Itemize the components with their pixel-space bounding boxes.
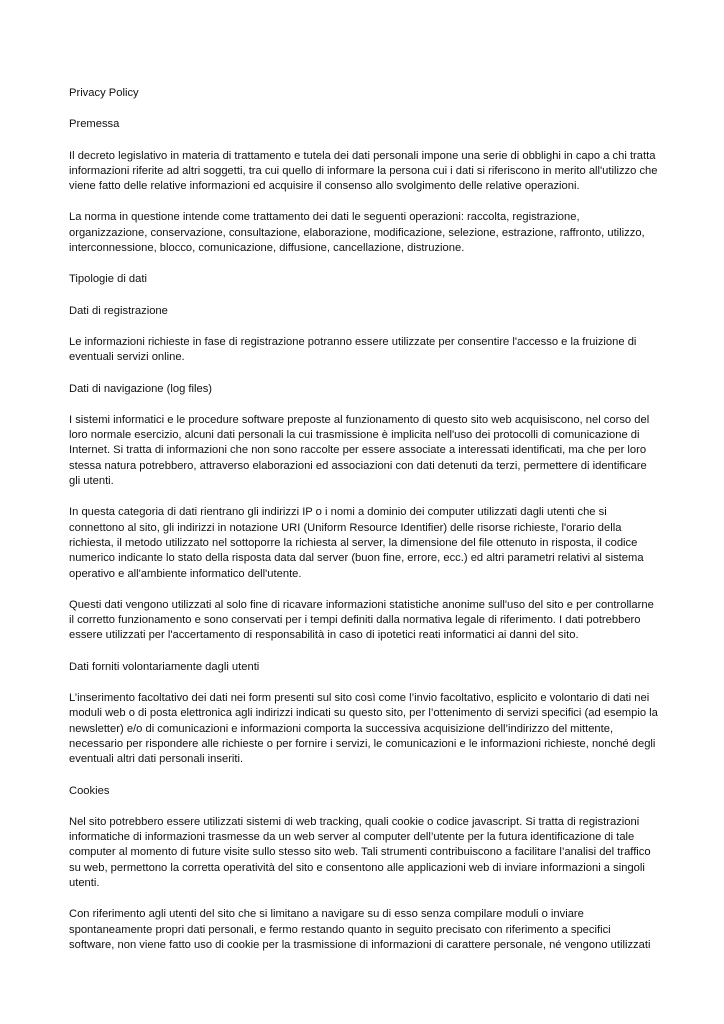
paragraph: Con riferimento agli utenti del sito che si limitano a navigare su di esso senza compilare moduli o inviare spontaneamente propri dati personali, e fermo restando quanto in seguito precisato con riferimento a specifici software, non viene fatto uso di cookie per la trasmissione di informazioni di carattere personale, né vengono utilizzati bbox=[69, 908, 651, 951]
section-heading: Tipologie di dati bbox=[69, 273, 147, 286]
paragraph: L’inserimento facoltativo dei dati nei form presenti sul sito così come l’invio facoltativo, esplicito e volontario di dati nei moduli web o di posta elettronica agli indirizzi indicati su questo sito, per l’ottenimento di servizi specifici (ad esempio la newsletter) e/o di comunicazioni e informazioni comporta la successiva acquisizione dell’indirizzo del mittente, necessario per rispondere alle richieste o per fornire i servizi, le comunicazioni e le informazioni richieste, nonché degli eventuali altri dati personali inseriti. bbox=[69, 692, 658, 766]
section-heading: Premessa bbox=[69, 118, 120, 131]
paragraph: Le informazioni richieste in fase di registrazione potranno essere utilizzate per consentire l'accesso e la fruizione di eventuali servizi online. bbox=[69, 335, 637, 364]
section-heading: Dati di navigazione (log files) bbox=[69, 382, 213, 395]
section-cookies bbox=[69, 784, 659, 954]
section-dati-navigazione bbox=[69, 382, 659, 644]
section-tipologie bbox=[69, 272, 659, 287]
section-dati-registrazione bbox=[69, 304, 659, 366]
document-title: Privacy Policy bbox=[69, 87, 139, 99]
paragraph: La norma in questione intende come trattamento dei dati le seguenti operazioni: raccolta, registrazione, organizzazione, conservazione, consultazione, elaborazione, modificazione, selezione, estrazione, raffronto, utilizzo, interconnessione, blocco, comunicazione, diffusione, cancellazione, distruzione. bbox=[69, 211, 645, 255]
section-dati-forniti bbox=[69, 660, 659, 768]
paragraph: I sistemi informatici e le procedure software preposte al funzionamento di questo sito web acquisiscono, nel corso del loro normale esercizio, alcuni dati personali la cui trasmissione è implicita nell'uso dei protocolli di comunicazione di Internet. Si tratta di informazioni che non sono raccolte per essere associate a interessati identificati, ma che per loro stessa natura potrebbero, attraverso elaborazioni ed associazioni con dati detenuti da terzi, permettere di identificare gli utenti. bbox=[69, 413, 650, 488]
section-premessa bbox=[69, 117, 659, 256]
paragraph: In questa categoria di dati rientrano gli indirizzi IP o i nomi a dominio dei computer utilizzati dagli utenti che si connettono al sito, gli indirizzi in notazione URI (Uniform Resource Identifier) delle risorse richieste, l'orario della richiesta, il metodo utilizzato nel sottoporre la richiesta al server, la dimensione del file ottenuto in risposta, il codice numerico indicante lo stato della risposta data dal server (buon fine, errore, ecc.) ed altri parametri relativi al sistema operativo e all'ambiente informatico dell'utente. bbox=[69, 506, 644, 580]
section-heading: Cookies bbox=[69, 784, 110, 797]
paragraph: Il decreto legislativo in materia di trattamento e tutela dei dati personali impone una serie di obblighi in capo a chi tratta informazioni riferite ad altri soggetti, tra cui quello di informare la persona cui i dati si riferiscono in merito all'utilizzo che viene fatto delle relative informazioni ed acquisire il consenso allo svolgimento delle relative operazioni. bbox=[69, 149, 658, 193]
section-heading: Dati forniti volontariamente dagli utenti bbox=[69, 660, 260, 673]
paragraph: Questi dati vengono utilizzati al solo fine di ricavare informazioni statistiche anonime sull'uso del sito e per controllarne il corretto funzionamento e sono conservati per i tempi definiti dalla normativa legale di riferimento. I dati potrebbero essere utilizzati per l'accertamento di responsabilità in caso di ipotetici reati informatici ai danni del sito. bbox=[69, 598, 654, 642]
section-heading: Dati di registrazione bbox=[69, 304, 168, 317]
document-page bbox=[69, 86, 659, 969]
paragraph: Nel sito potrebbero essere utilizzati sistemi di web tracking, quali cookie o codice javascript. Si tratta di registrazioni informatiche di informazioni trasmesse da un web server al computer dell’utente per la futura identificazione di tale computer al momento di future visite sullo stesso sito web. Tali strumenti contribuiscono a facilitare l’analisi del traffico su web, permettono la corretta operatività del sito e consentono alle applicazioni web di inviare informazioni a singoli utenti. bbox=[69, 815, 651, 889]
